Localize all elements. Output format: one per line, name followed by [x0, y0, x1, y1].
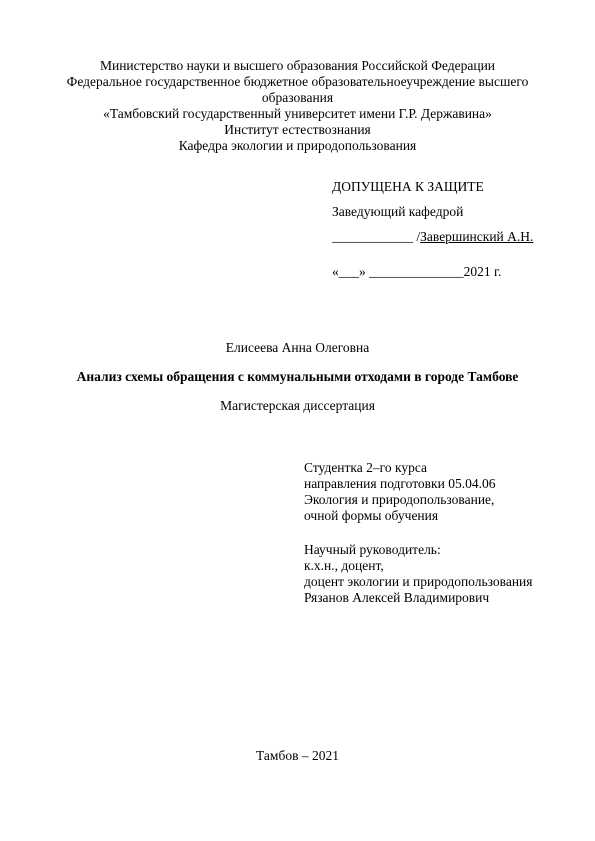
institute-name: Институт естествознания	[224, 122, 371, 137]
student-study-form: очной формы обучения	[304, 508, 439, 523]
city-year: Тамбов – 2021	[256, 748, 339, 763]
supervisor-position: доцент экологии и природопользования	[304, 574, 533, 589]
institution-line-1: Федеральное государственное бюджетное образовательноеучреждение высшего	[66, 74, 529, 89]
author-name: Елисеева Анна Олеговна	[225, 340, 370, 355]
student-specialty: Экология и природопользование,	[304, 492, 495, 507]
university-name: «Тамбовский государственный университет имени Г.Р. Державина»	[103, 106, 492, 121]
ministry-line: Министерство науки и высшего образования Российской Федерации	[99, 58, 496, 73]
head-of-department-name: Завершинский А.Н.	[420, 229, 534, 244]
head-of-department-title: Заведующий кафедрой	[332, 204, 464, 219]
student-course: Студентка 2–го курса	[304, 460, 427, 475]
supervisor-label: Научный руководитель:	[304, 542, 441, 557]
supervisor-name: Рязанов Алексей Владимирович	[304, 590, 490, 605]
thesis-type: Магистерская диссертация	[220, 398, 375, 413]
approval-date-line: «___» ______________2021 г.	[332, 264, 502, 279]
signature-line	[332, 229, 533, 245]
supervisor-degree: к.х.н., доцент,	[304, 558, 384, 573]
student-direction: направления подготовки 05.04.06	[304, 476, 496, 491]
signature-blank: ____________ /	[332, 229, 421, 244]
admitted-heading: ДОПУЩЕНА К ЗАЩИТЕ	[332, 179, 484, 194]
thesis-title: Анализ схемы обращения с коммунальными отходами в городе Тамбове	[76, 369, 519, 384]
institution-line-2: образования	[261, 90, 334, 105]
department-name: Кафедра экологии и природопользования	[178, 138, 417, 153]
